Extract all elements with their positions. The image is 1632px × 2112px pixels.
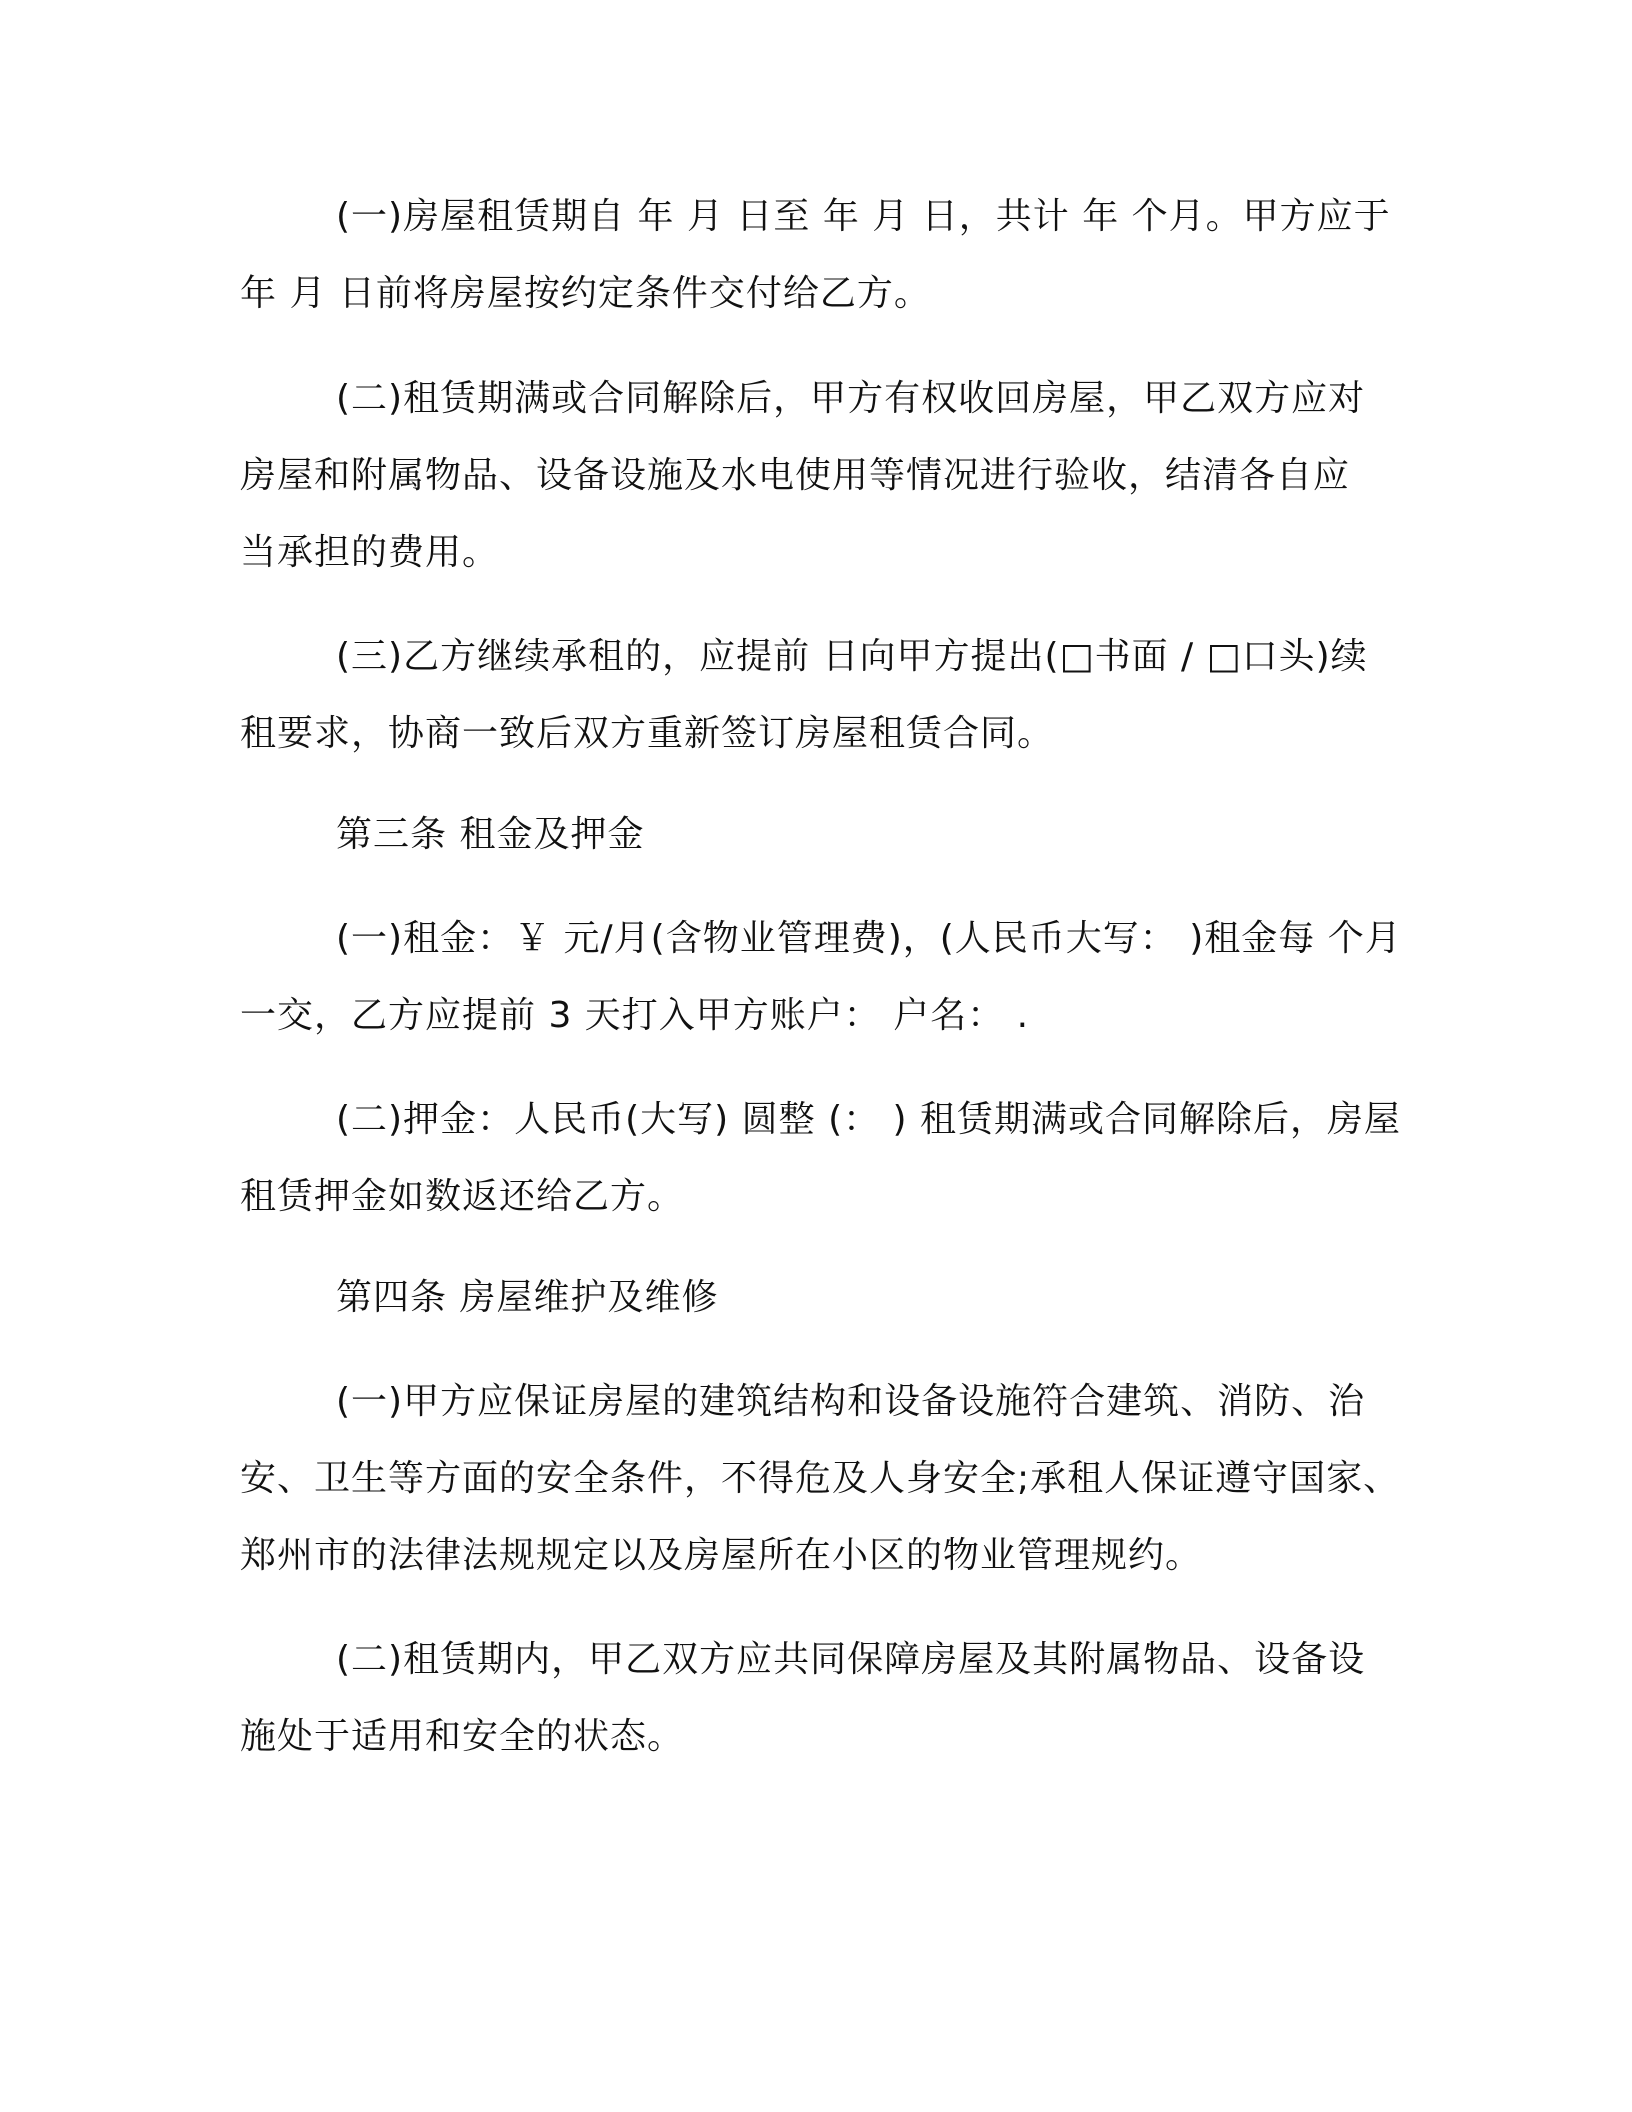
text-line: 租要求，协商一致后双方重新签订房屋租赁合同。 — [240, 713, 1055, 754]
text-line: (三)乙方继续承租的，应提前 日向甲方提出(□书面 / □口头)续 — [336, 636, 1368, 677]
lease-term-paragraph-2 — [240, 360, 1390, 591]
rent-paragraph — [240, 900, 1402, 1054]
text-line: (一)租金：￥ 元/月(含物业管理费)，(人民币大写： )租金每 个月 — [336, 918, 1402, 959]
text-line: (一)房屋租赁期自 年 月 日至 年 月 日，共计 年 个月。甲方应于 — [336, 196, 1391, 237]
article-4-heading: 第四条 房屋维护及维修 — [336, 1277, 719, 1318]
text-line: 郑州市的法律法规规定以及房屋所在小区的物业管理规约。 — [240, 1535, 1203, 1576]
text-line: (二)押金：人民币(大写) 圆整 (： ) 租赁期满或合同解除后，房屋 — [336, 1099, 1402, 1140]
text-line: (一)甲方应保证房屋的建筑结构和设备设施符合建筑、消防、治 — [336, 1381, 1366, 1422]
text-line: 当承担的费用。 — [240, 532, 500, 573]
text-line: 租赁押金如数返还给乙方。 — [240, 1176, 685, 1217]
text-line: 房屋和附属物品、设备设施及水电使用等情况进行验收，结清各自应 — [240, 455, 1351, 496]
text-line: 安、卫生等方面的安全条件，不得危及人身安全;承租人保证遵守国家、 — [240, 1458, 1401, 1499]
text-line: (二)租赁期满或合同解除后，甲方有权收回房屋，甲乙双方应对 — [336, 378, 1366, 419]
text-line: 年 月 日前将房屋按约定条件交付给乙方。 — [240, 273, 931, 314]
article-3-heading: 第三条 租金及押金 — [336, 814, 645, 855]
text-line: 一交，乙方应提前 3 天打入甲方账户： 户名： . — [240, 995, 1030, 1036]
maintenance-paragraph-2 — [240, 1621, 1390, 1775]
maintenance-paragraph-1 — [240, 1363, 1401, 1594]
lease-term-paragraph-3 — [240, 618, 1390, 772]
deposit-paragraph — [240, 1081, 1402, 1235]
lease-term-paragraph-1 — [240, 178, 1390, 332]
text-line: 施处于适用和安全的状态。 — [240, 1716, 685, 1757]
text-line: (二)租赁期内，甲乙双方应共同保障房屋及其附属物品、设备设 — [336, 1639, 1366, 1680]
